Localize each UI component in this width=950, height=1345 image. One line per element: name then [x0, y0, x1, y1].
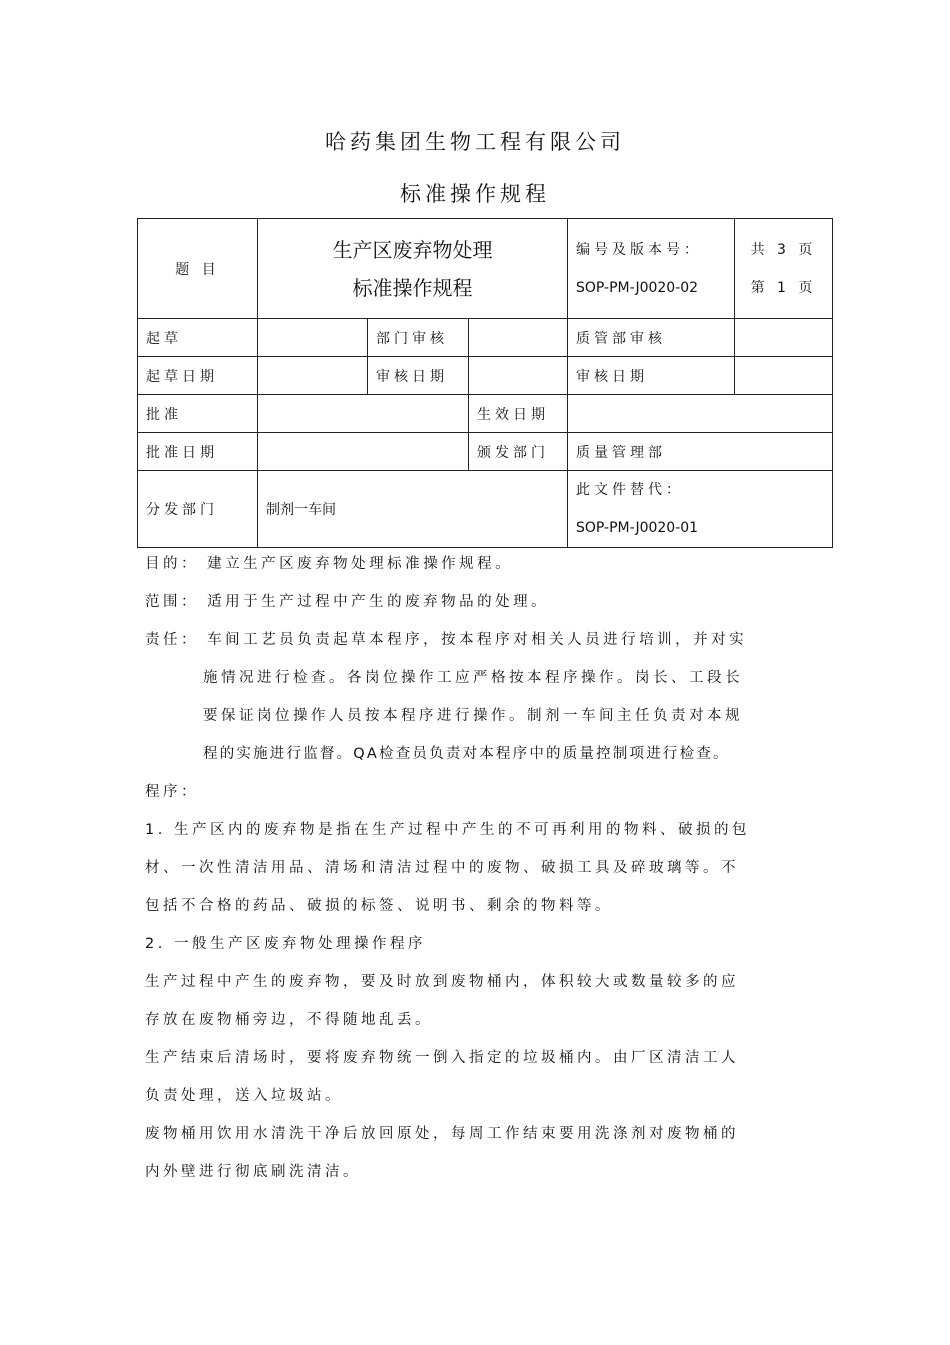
draft-date-value	[258, 357, 368, 395]
effective-date-label: 生效日期	[469, 395, 568, 433]
dept-review-value	[469, 319, 568, 357]
item-2-heading: 2. 一般生产区废弃物处理操作程序	[145, 936, 426, 952]
approve-date-value	[258, 433, 469, 471]
qa-review-label: 质管部审核	[568, 319, 735, 357]
code-label: 编号及版本号：	[576, 241, 702, 258]
page-cell	[735, 219, 833, 319]
replace-label: 此文件替代：	[576, 482, 684, 498]
subject-label: 题 目	[138, 219, 258, 319]
distribute-label: 分发部门	[138, 471, 258, 548]
draft-date-label: 起草日期	[138, 357, 258, 395]
responsibility-line-1: 责任： 车间工艺员负责起草本程序，按本程序对相关人员进行培训，并对实	[145, 632, 748, 648]
issue-dept-label: 颁发部门	[469, 433, 568, 471]
approve-value	[258, 395, 469, 433]
qa-review-value	[735, 319, 833, 357]
approve-date-label: 批准日期	[138, 433, 258, 471]
review-date-label: 审核日期	[368, 357, 469, 395]
replace-cell	[568, 471, 833, 548]
document-type: 标准操作规程	[400, 182, 550, 206]
company-name: 哈药集团生物工程有限公司	[325, 130, 625, 154]
paragraph-5-line-1: 废物桶用饮用水清洗干净后放回原处，每周工作结束要用洗涤剂对废物桶的	[145, 1126, 739, 1142]
effective-date-value	[568, 395, 833, 433]
item-1-line-3: 包括不合格的药品、破损的标签、说明书、剩余的物料等。	[145, 898, 613, 914]
qa-review-date-label: 审核日期	[568, 357, 735, 395]
qa-review-date-value	[735, 357, 833, 395]
replace-value: SOP-PM-J0020-01	[576, 520, 699, 536]
paragraph-3-line-1: 生产过程中产生的废弃物，要及时放到废物桶内，体积较大或数量较多的应	[145, 974, 739, 990]
dept-review-label: 部门审核	[368, 319, 469, 357]
draft-label: 起草	[138, 319, 258, 357]
code-value: SOP-PM-J0020-02	[576, 279, 699, 296]
title-line-2: 标准操作规程	[352, 275, 473, 300]
item-1-line-1: 1. 生产区内的废弃物是指在生产过程中产生的不可再利用的物料、破损的包	[145, 822, 750, 838]
responsibility-line-3: 要保证岗位操作人员按本程序进行操作。制剂一车间主任负责对本规	[203, 708, 743, 724]
total-pages: 共 3 页	[750, 241, 817, 258]
procedure-heading: 程序：	[145, 784, 199, 800]
page-number: 第 1 页	[750, 279, 817, 296]
paragraph-4-line-2: 负责处理，送入垃圾站。	[145, 1088, 343, 1104]
scope-paragraph: 范围： 适用于生产过程中产生的废弃物品的处理。	[145, 594, 550, 610]
paragraph-5-line-2: 内外壁进行彻底刷洗清洁。	[145, 1164, 361, 1180]
code-cell	[568, 219, 735, 319]
paragraph-3-line-2: 存放在废物桶旁边，不得随地乱丢。	[145, 1012, 433, 1028]
draft-value	[258, 319, 368, 357]
issue-dept-value: 质量管理部	[568, 433, 833, 471]
approve-label: 批准	[138, 395, 258, 433]
distribute-value: 制剂一车间	[258, 471, 568, 548]
title-line-1: 生产区废弃物处理	[332, 237, 493, 262]
paragraph-4-line-1: 生产结束后清场时，要将废弃物统一倒入指定的垃圾桶内。由厂区清洁工人	[145, 1050, 739, 1066]
header-table	[137, 218, 833, 548]
document-title	[258, 219, 568, 319]
review-date-value	[469, 357, 568, 395]
purpose-paragraph: 目的： 建立生产区废弃物处理标准操作规程。	[145, 556, 514, 572]
responsibility-line-2: 施情况进行检查。各岗位操作工应严格按本程序操作。岗长、工段长	[203, 670, 743, 686]
item-1-line-2: 材、一次性清洁用品、清场和清洁过程中的废物、破损工具及碎玻璃等。不	[145, 860, 739, 876]
document-body	[145, 545, 805, 1191]
responsibility-line-4: 程的实施进行监督。QA检查员负责对本程序中的质量控制项进行检查。	[203, 746, 730, 762]
